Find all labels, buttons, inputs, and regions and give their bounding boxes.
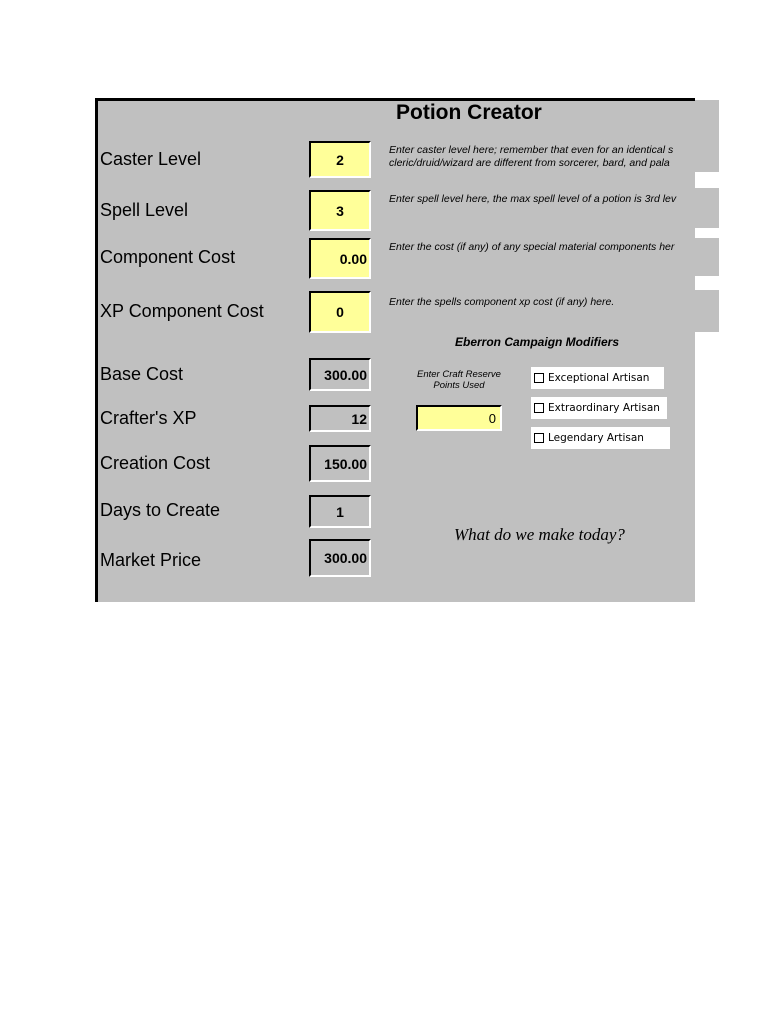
caster-level-input[interactable]: 2 (309, 141, 371, 178)
caster-level-note-line2: cleric/druid/wizard are different from sorcerer, bard, and pala (389, 157, 670, 169)
legendary-artisan-checkbox[interactable] (531, 427, 670, 449)
caster-level-note-line1: Enter caster level here; remember that even for an identical s (389, 144, 674, 156)
market-price-label: Market Price (100, 550, 202, 570)
caster-level-label: Caster Level (100, 149, 202, 169)
checkbox-icon (534, 403, 544, 413)
xp-component-cost-label: XP Component Cost (100, 301, 264, 321)
spell-level-input[interactable]: 3 (309, 190, 371, 231)
component-cost-label: Component Cost (100, 247, 236, 267)
exceptional-artisan-label: Exceptional Artisan (548, 372, 650, 384)
component-cost-note: Enter the cost (if any) of any special material components her (389, 241, 675, 253)
craft-reserve-input[interactable]: 0 (416, 405, 502, 431)
creation-cost-label: Creation Cost (100, 453, 211, 473)
sheet-edge-strip-2 (695, 188, 719, 228)
xp-component-cost-input[interactable]: 0 (309, 291, 371, 333)
page-title: Potion Creator (396, 101, 542, 124)
craft-reserve-label: Enter Craft Reserve Points Used (417, 369, 501, 391)
xp-component-cost-note: Enter the spells component xp cost (if any) here. (389, 296, 615, 308)
tagline: What do we make today? (454, 525, 625, 544)
eberron-modifiers-title: Eberron Campaign Modifiers (455, 335, 620, 349)
checkbox-icon (534, 373, 544, 383)
creation-cost-value: 150.00 (309, 445, 371, 482)
market-price-value: 300.00 (309, 539, 371, 577)
exceptional-artisan-checkbox[interactable] (531, 367, 664, 389)
extraordinary-artisan-label: Extraordinary Artisan (548, 402, 660, 414)
sheet-edge-strip-3 (695, 238, 719, 276)
spell-level-label: Spell Level (100, 200, 189, 220)
days-to-create-value: 1 (309, 495, 371, 528)
component-cost-input[interactable]: 0.00 (309, 238, 371, 279)
checkbox-icon (534, 433, 544, 443)
extraordinary-artisan-checkbox[interactable] (531, 397, 667, 419)
legendary-artisan-label: Legendary Artisan (548, 432, 644, 444)
base-cost-label: Base Cost (100, 364, 184, 384)
potion-creator-sheet (95, 98, 695, 602)
days-to-create-label: Days to Create (100, 500, 221, 520)
crafters-xp-value: 12 (309, 405, 371, 432)
spell-level-note: Enter spell level here, the max spell level of a potion is 3rd lev (389, 193, 677, 205)
base-cost-value: 300.00 (309, 358, 371, 391)
sheet-edge-strip-1 (695, 100, 719, 172)
sheet-edge-strip-4 (695, 290, 719, 332)
crafters-xp-label: Crafter's XP (100, 408, 197, 428)
